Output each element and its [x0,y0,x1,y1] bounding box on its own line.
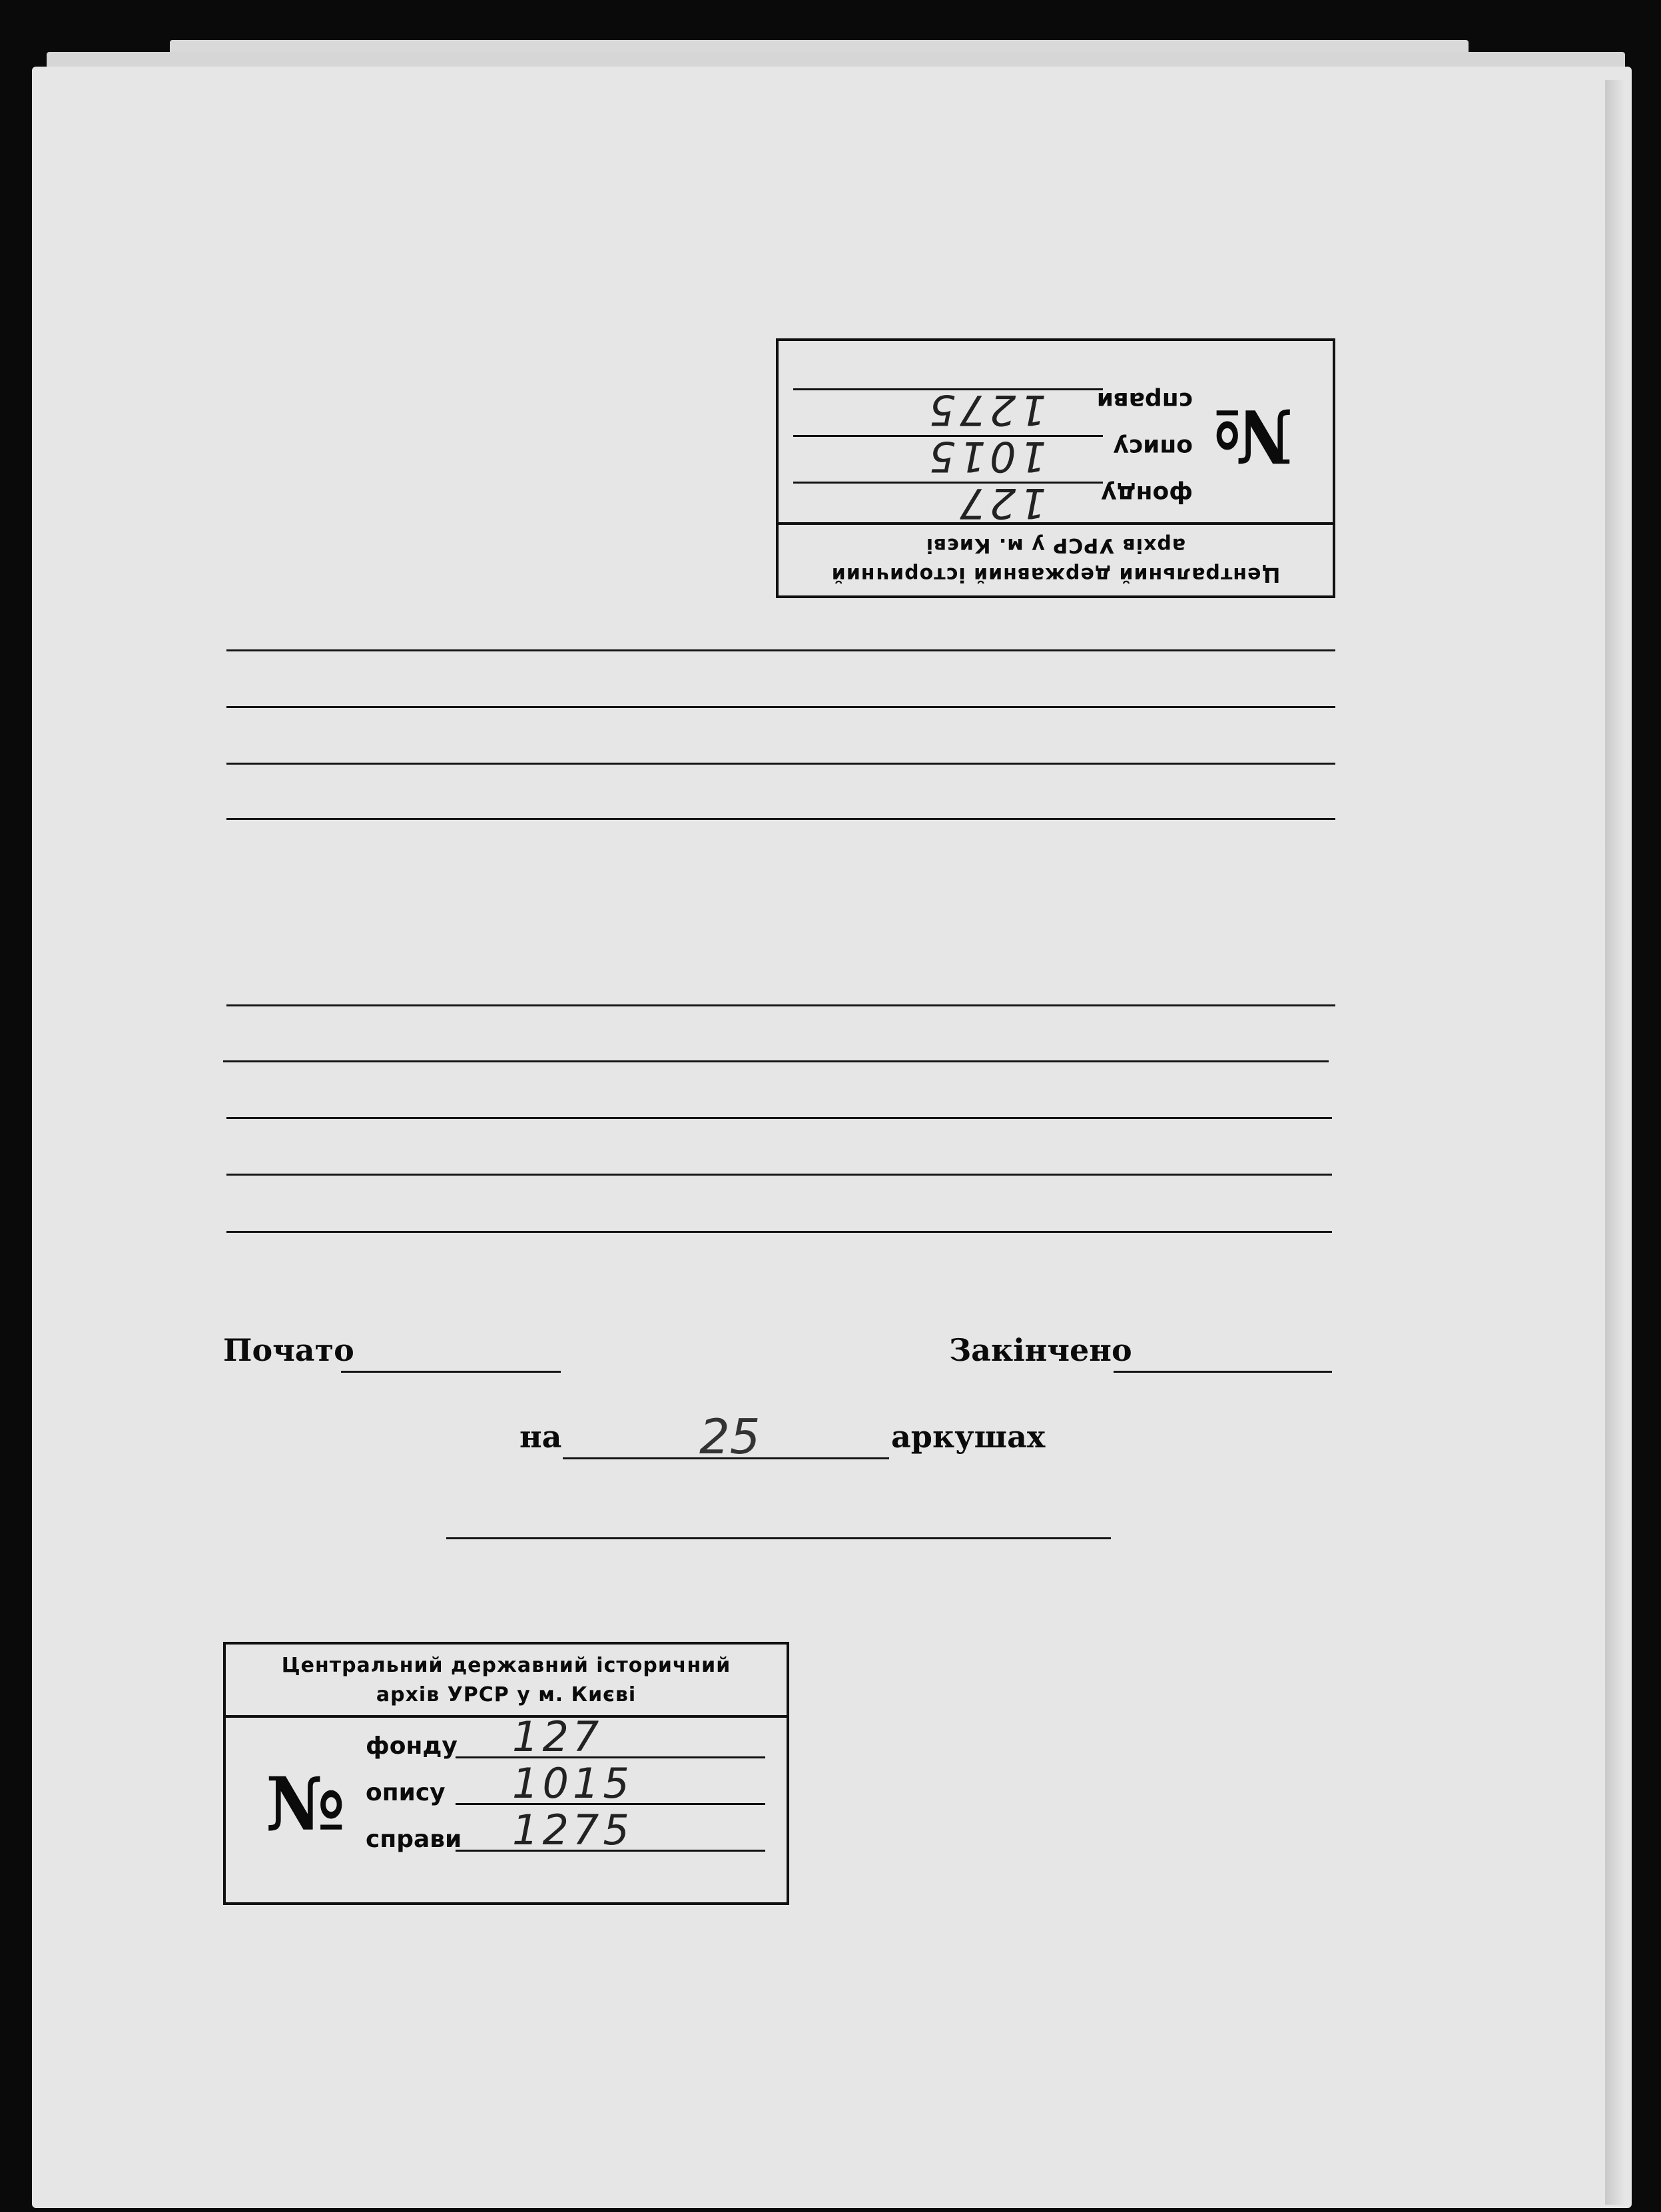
title-line [226,763,1335,765]
stamp-top-fond-label: фонду [1101,480,1193,508]
stamp-bottom-sprava-value: 1275 [512,1806,633,1854]
title-line [223,1060,1329,1062]
started-line [341,1371,561,1373]
stamp-top-archive-line2: архів УРСР у м. Києві [925,534,1186,557]
title-line [226,1117,1332,1119]
stamp-bottom-archive-line1: Центральний державний історичний [281,1654,731,1677]
stamp-top-archive-line1: Центральний державний історичний [830,563,1281,586]
stamp-bottom-opys-label: опису [366,1779,446,1806]
stamp-top-opys-label: опису [1113,434,1193,461]
title-line [226,818,1335,820]
archive-stamp-top [776,338,1335,598]
finished-label: Закінчено [949,1332,1132,1368]
title-line [226,1231,1332,1233]
stamp-bottom-opys-value: 1015 [512,1759,633,1808]
stamp-bottom-sprava-row [366,1806,765,1856]
stamp-bottom-sprava-label: справи [366,1826,462,1853]
stamp-top-fond-line [793,482,1103,484]
stamp-bottom-opys-row [366,1759,765,1809]
stamp-bottom-fond-value: 127 [512,1712,603,1761]
stamp-top-opys-row [793,431,1193,481]
title-line [226,1004,1335,1006]
archive-stamp-bottom [223,1642,789,1905]
cover-right-edge [1605,80,1625,2205]
sheets-value: 25 [699,1409,761,1465]
stamp-bottom-fond-line [456,1756,765,1758]
stamp-top-sprava-value: 1275 [925,386,1046,434]
stamp-top-number-sign: № [1217,393,1293,479]
on-label: на [519,1419,562,1455]
stamp-bottom-number-sign: № [266,1761,342,1847]
stamp-bottom-fond-row [366,1712,765,1762]
title-line [226,1174,1332,1176]
title-line [226,706,1335,708]
stamp-top-opys-value: 1015 [925,432,1046,481]
title-line [226,649,1335,651]
stamp-top-fond-value: 127 [955,479,1046,528]
blank-line [446,1537,1111,1539]
stamp-bottom-archive-line2: архів УРСР у м. Києві [376,1683,637,1706]
stamp-top-fond-row [793,478,1193,528]
stamp-bottom-header [226,1645,787,1718]
stamp-top-header [779,522,1333,595]
started-label: Почато [223,1332,354,1368]
stamp-bottom-fond-label: фонду [366,1732,458,1760]
stamp-top-sprava-row [793,384,1193,434]
finished-line [1114,1371,1332,1373]
stamp-top-sprava-label: справи [1096,387,1193,414]
sheets-label: аркушах [891,1419,1046,1455]
